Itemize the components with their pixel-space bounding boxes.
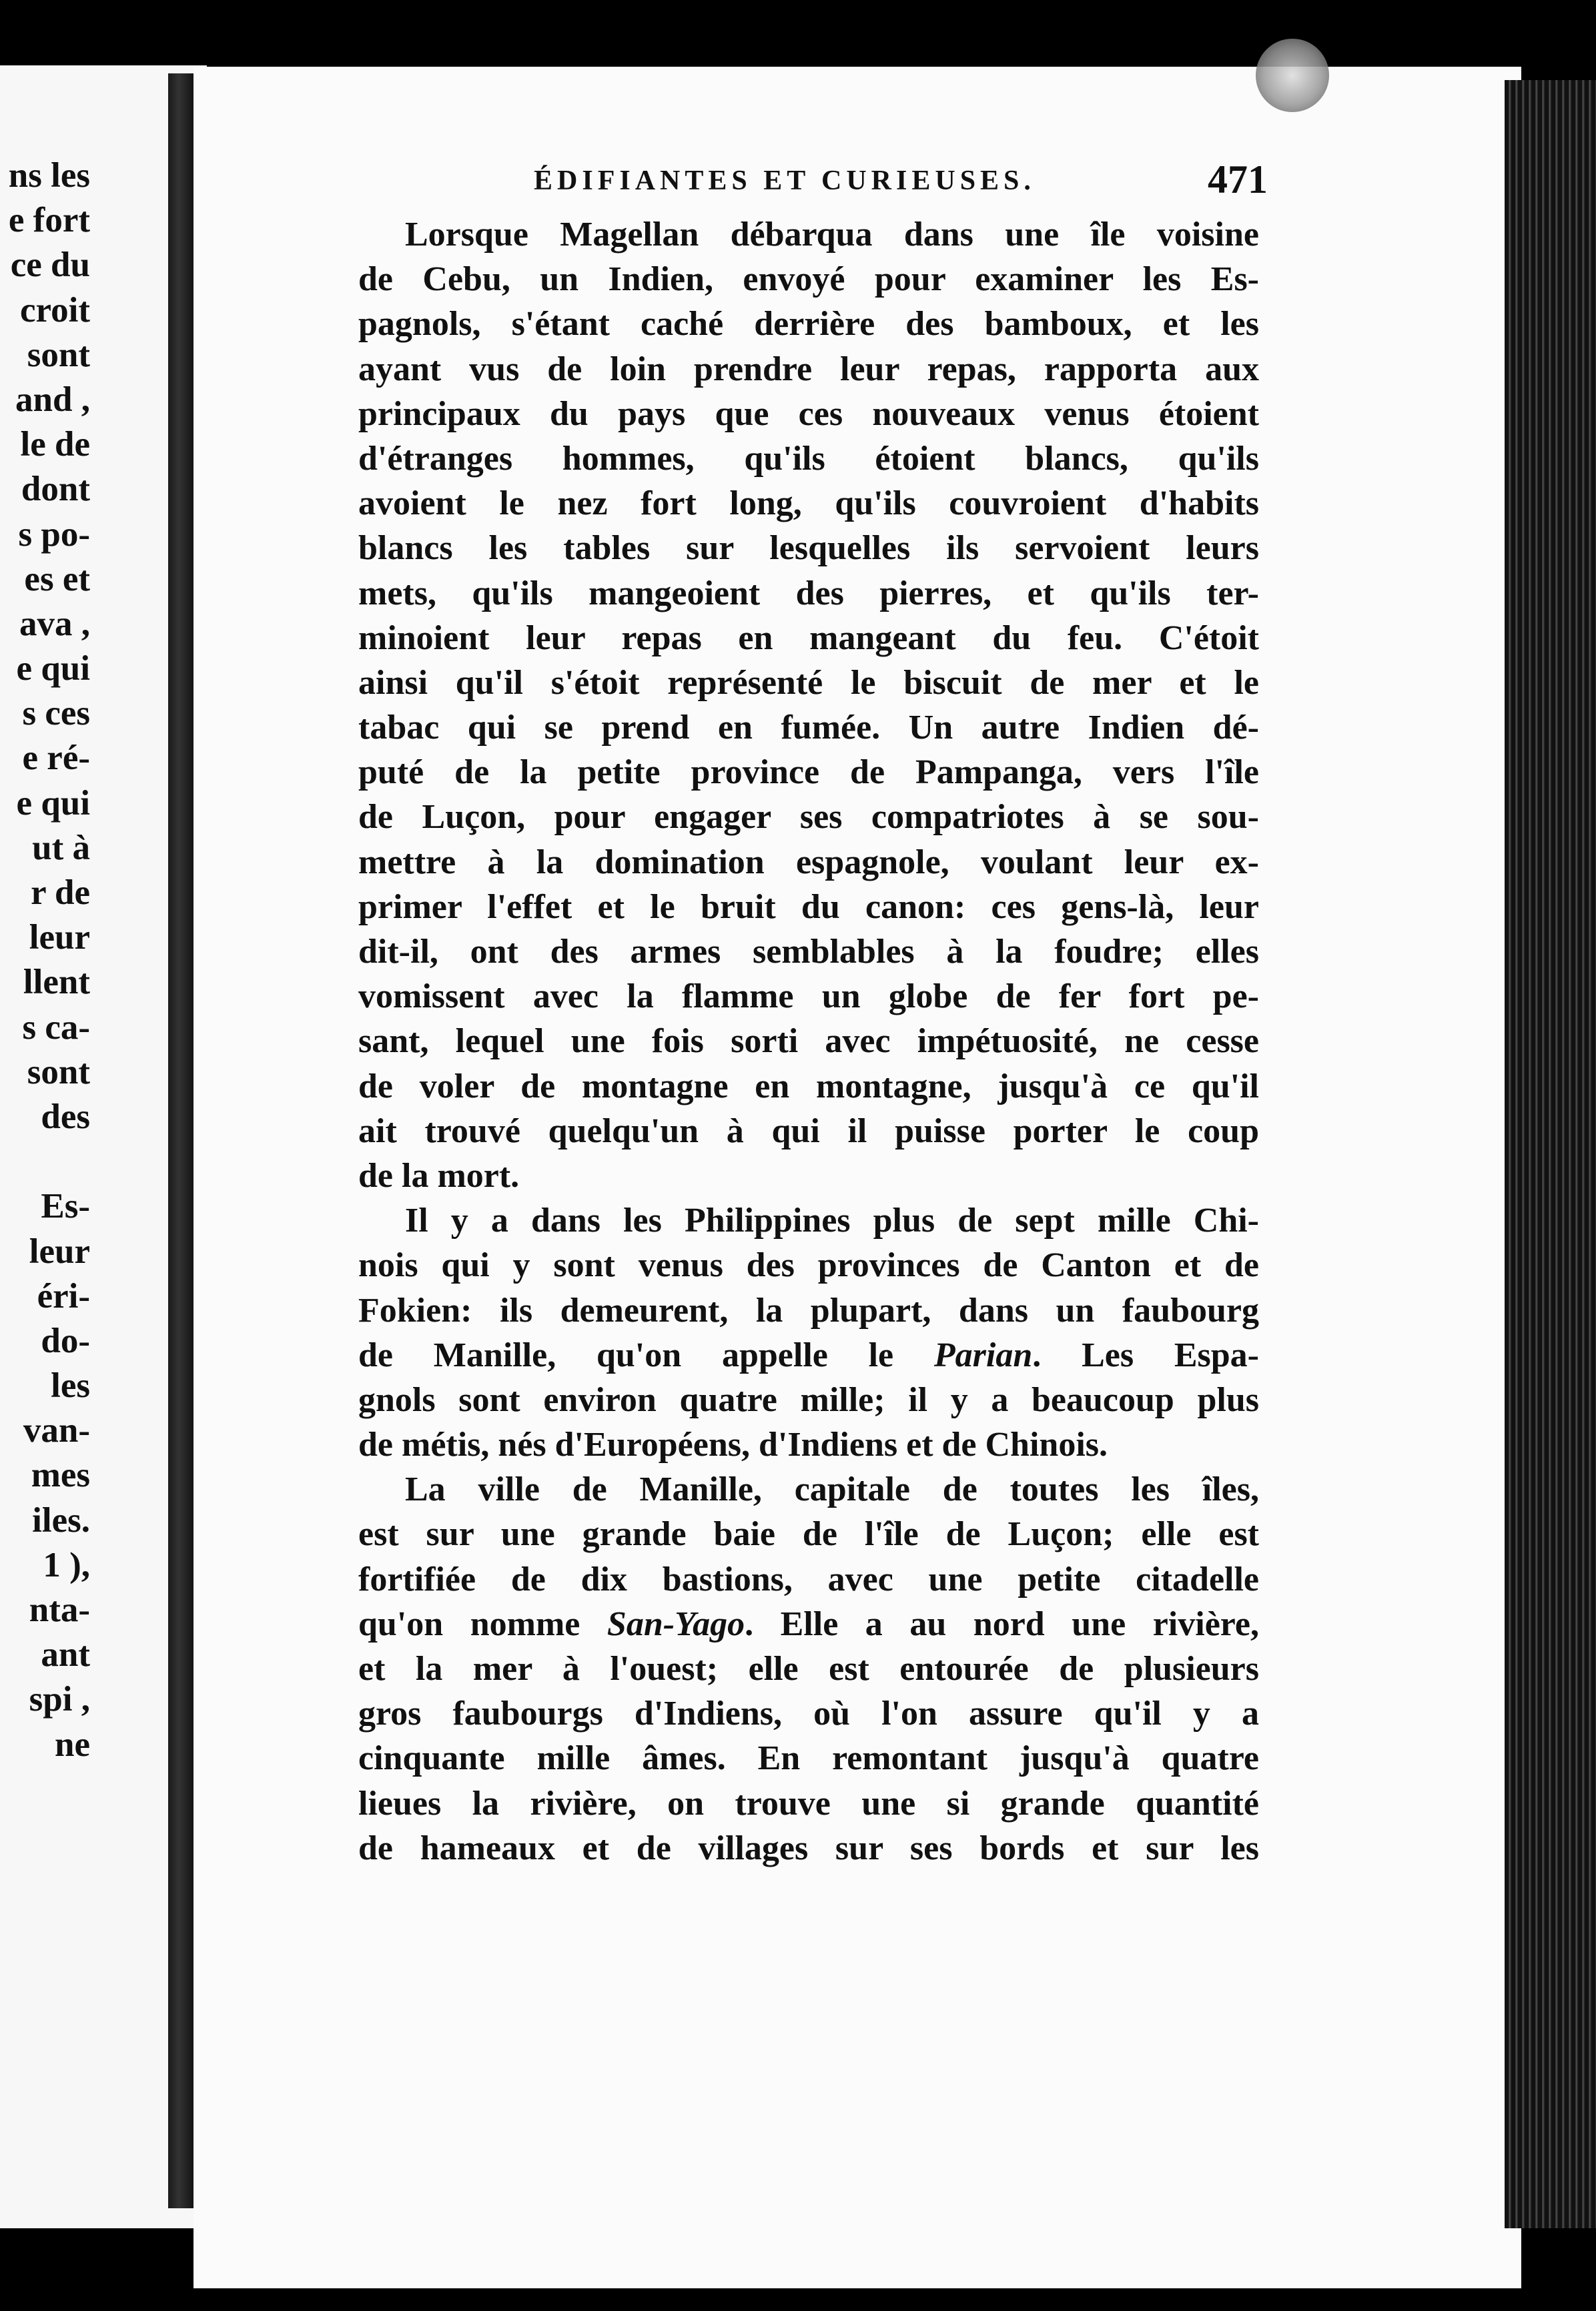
- fragment-line: ne: [55, 1725, 90, 1764]
- text-line: principaux du pays que ces nouveaux venus étoient: [358, 394, 1259, 433]
- fragment-line: dont: [21, 470, 90, 509]
- fragment-line: 1 ),: [43, 1545, 90, 1584]
- fragment-line: croit: [20, 290, 90, 330]
- fragment-line: van-: [23, 1411, 90, 1450]
- fragment-line: Es-: [41, 1187, 90, 1226]
- fragment-line: and ,: [15, 380, 90, 419]
- fragment-line: des: [41, 1097, 90, 1136]
- text-line: [358, 1333, 1259, 1378]
- fragment-line: mes: [31, 1456, 90, 1495]
- text-segment: qu'on nomme: [358, 1604, 607, 1643]
- text-line: primer l'effet et le bruit du canon: ces gens-là, leur: [358, 887, 1259, 926]
- text-line: de métis, nés d'Européens, d'Indiens et de Chinois.: [358, 1426, 1108, 1464]
- fragment-line: ce du: [10, 246, 90, 285]
- text-line: pagnols, s'étant caché derrière des bamboux, et les: [358, 305, 1259, 344]
- text-line: de voler de montagne en montagne, jusqu'à ce qu'il: [358, 1067, 1259, 1105]
- fragment-line: e fort: [8, 201, 90, 240]
- text-line: ayant vus de loin prendre leur repas, rapporta aux: [358, 350, 1259, 388]
- text-line: Lorsque Magellan débarqua dans une île voisine: [405, 215, 1259, 254]
- fragment-line: iles.: [32, 1500, 90, 1540]
- text-segment: de Manille, qu'on appelle le: [358, 1336, 934, 1374]
- text-line: de hameaux et de villages sur ses bords et sur les: [358, 1829, 1259, 1867]
- text-line: blancs les tables sur lesquelles ils servoient leurs: [358, 529, 1259, 568]
- fragment-line: ant: [41, 1635, 90, 1675]
- fragment-gap: [0, 1139, 90, 1184]
- fragment-line: e qui: [16, 783, 90, 823]
- fragment-line: e qui: [16, 649, 90, 688]
- fragment-line: nta-: [29, 1590, 90, 1629]
- fragment-line: s po-: [18, 514, 90, 554]
- text-line: de Luçon, pour engager ses compatriotes à se sou-: [358, 798, 1259, 837]
- fragment-line: sont: [27, 1052, 90, 1091]
- fragment-line: ns les: [8, 156, 90, 195]
- italic-term: San-Yago: [607, 1604, 745, 1643]
- fragment-line: ut à: [32, 828, 90, 867]
- italic-term: Parian: [933, 1336, 1033, 1374]
- previous-page-text-fragments: [0, 153, 90, 1767]
- text-line: Fokien: ils demeurent, la plupart, dans un faubourg: [358, 1291, 1259, 1330]
- fragment-line: e ré-: [22, 739, 90, 778]
- text-line: de la mort.: [358, 1156, 520, 1195]
- fragment-line: s ces: [22, 694, 90, 733]
- text-line: La ville de Manille, capitale de toutes les îles,: [405, 1470, 1259, 1509]
- fragment-line: leur: [29, 918, 90, 957]
- fragment-line: le de: [20, 425, 90, 464]
- page-number: 471: [1208, 157, 1268, 201]
- text-line: cinquante mille âmes. En remontant jusqu'à quatre: [358, 1739, 1259, 1778]
- fragment-line: es et: [24, 559, 90, 598]
- text-line: avoient le nez fort long, qu'ils couvroient d'habits: [358, 484, 1259, 523]
- text-line: minoient leur repas en mangeant du feu. C'étoit: [358, 618, 1259, 657]
- text-line: de Cebu, un Indien, envoyé pour examiner les Es-: [358, 260, 1259, 299]
- text-line: Il y a dans les Philippines plus de sept mille Chi-: [405, 1202, 1259, 1240]
- text-line: mettre à la domination espagnole, voulant leur ex-: [358, 843, 1259, 881]
- fragment-line: ava ,: [19, 604, 90, 643]
- text-line: est sur une grande baie de l'île de Luçon; elle est: [358, 1515, 1259, 1554]
- fragment-line: s ca-: [22, 1007, 90, 1047]
- text-line: puté de la petite province de Pampanga, vers l'île: [358, 753, 1259, 792]
- library-stamp: [1256, 39, 1329, 112]
- text-line: ainsi qu'il s'étoit représenté le biscuit de mer et le: [358, 663, 1259, 702]
- book-spine: [168, 73, 195, 2208]
- text-line: tabac qui se prend en fumée. Un autre Indien dé-: [358, 709, 1259, 747]
- fragment-line: r de: [31, 873, 90, 912]
- text-line: nois qui y sont venus des provinces de Canton et de: [358, 1246, 1259, 1285]
- fragment-line: les: [51, 1366, 90, 1406]
- running-header: [534, 157, 1268, 210]
- body-text: [358, 212, 1259, 1871]
- text-line: gros faubourgs d'Indiens, où l'on assure qu'il y a: [358, 1695, 1259, 1733]
- fragment-line: spi ,: [29, 1680, 90, 1719]
- running-title: ÉDIFIANTES ET CURIEUSES.: [534, 165, 1036, 196]
- text-segment: . Les Espa-: [1032, 1336, 1259, 1374]
- fragment-line: éri-: [37, 1276, 90, 1316]
- fragment-line: do-: [41, 1321, 90, 1360]
- text-line: vomissent avec la flamme un globe de fer fort pe-: [358, 977, 1259, 1016]
- text-line: ait trouvé quelqu'un à qui il puisse porter le coup: [358, 1111, 1259, 1150]
- text-line: lieues la rivière, on trouve une si grande quantité: [358, 1784, 1259, 1823]
- text-segment: . Elle a au nord une rivière,: [745, 1604, 1259, 1643]
- fragment-line: sont: [27, 335, 90, 374]
- text-line: mets, qu'ils mangeoient des pierres, et qu'ils ter-: [358, 574, 1259, 612]
- text-line: gnols sont environ quatre mille; il y a beaucoup plus: [358, 1380, 1259, 1419]
- text-line: d'étranges hommes, qu'ils étoient blancs, qu'ils: [358, 439, 1259, 478]
- fragment-line: llent: [23, 963, 90, 1002]
- text-line: sant, lequel une fois sorti avec impétuosité, ne cesse: [358, 1022, 1259, 1061]
- text-line: dit-il, ont des armes semblables à la foudre; elles: [358, 933, 1259, 971]
- text-line: [358, 1602, 1259, 1647]
- page-edge: [1505, 80, 1596, 2228]
- text-line: fortifiée de dix bastions, avec une petite citadelle: [358, 1560, 1259, 1598]
- text-line: et la mer à l'ouest; elle est entourée de plusieurs: [358, 1650, 1259, 1688]
- fragment-line: leur: [29, 1232, 90, 1271]
